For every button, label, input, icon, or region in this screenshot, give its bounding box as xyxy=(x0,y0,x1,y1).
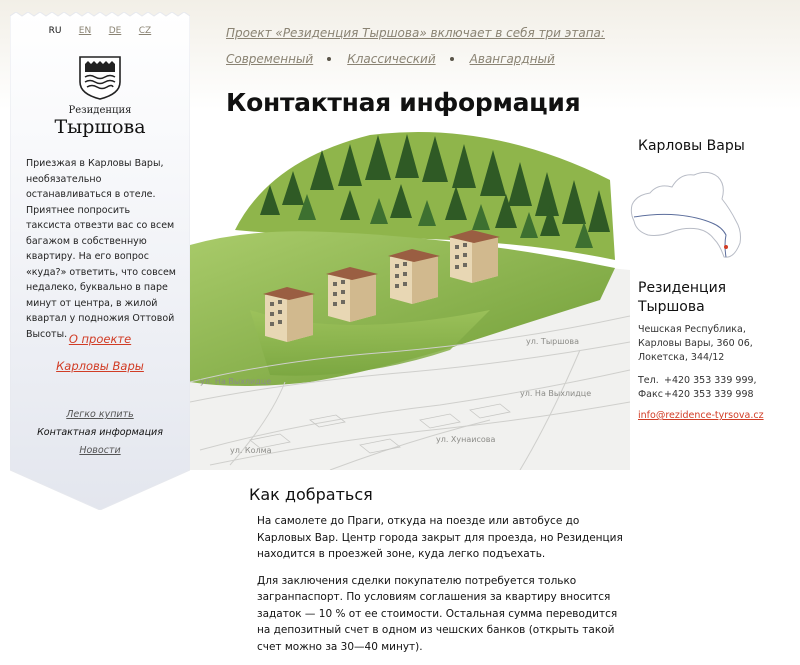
stage-link-modern[interactable]: Современный xyxy=(226,52,314,66)
address-line: Чешская Республика, xyxy=(638,324,746,335)
stage-link-classic[interactable]: Классический xyxy=(347,52,436,66)
building-3 xyxy=(388,249,440,304)
phone-label: Тел. xyxy=(638,375,659,386)
stage-link-avantgarde[interactable]: Авангардный xyxy=(469,52,555,66)
location-map xyxy=(628,165,748,265)
paragraph: На самолете до Праги, откуда на поезде или автобусе до Карловых Вар. Центр города закрыт для проезда, но Резиденция находится в проезжей зоне, куда легко подъехать. xyxy=(257,515,623,560)
fax-label: Факс xyxy=(638,389,663,400)
building-1 xyxy=(263,287,315,342)
lang-ru[interactable]: RU xyxy=(48,26,62,36)
sidebar-sub-nav xyxy=(10,409,190,463)
email-link[interactable]: info@rezidence-tyrsova.cz xyxy=(638,410,764,421)
lang-en[interactable]: EN xyxy=(78,26,92,36)
how-to-get-heading: Как добраться xyxy=(249,485,373,504)
nav-link-contacts: Контактная информация xyxy=(37,427,163,438)
nav-link-news[interactable]: Новости xyxy=(79,445,121,456)
phones xyxy=(638,374,757,402)
address-line: Карловы Вары, 360 06, xyxy=(638,338,753,349)
residence-site-illustration xyxy=(190,120,630,470)
address xyxy=(638,323,788,365)
phone-number: +420 353 339 999, xyxy=(664,375,757,386)
building-4 xyxy=(448,230,500,283)
how-to-get-text xyxy=(257,513,627,665)
nav-link-about[interactable]: О проекте xyxy=(68,332,132,346)
street-label: ул. Хунаисова xyxy=(436,435,496,444)
lang-de[interactable]: DE xyxy=(108,26,122,36)
street-label: ул. Колма xyxy=(230,446,272,455)
page-title: Контактная информация xyxy=(226,88,581,117)
lang-cz[interactable]: CZ xyxy=(138,26,152,36)
stage-separator xyxy=(450,57,454,61)
stages-nav xyxy=(226,52,555,66)
city-heading: Карловы Вары xyxy=(638,138,745,154)
logo-subtitle: Резиденция xyxy=(68,105,132,116)
logo-title[interactable]: Тыршова xyxy=(54,116,146,138)
location-marker-icon xyxy=(724,245,728,249)
stage-separator xyxy=(327,57,331,61)
sidebar xyxy=(10,12,190,510)
sidebar-intro-text: Приезжая в Карловы Вары, необязательно останавливаться в отеле. Приятнее попросить таксиста отвезти вас со всем багажом в собственную квартиру. На его вопрос «куда?» ответить, что совсем недалеко, буквально в паре минут от центра, в жилой квартал у подножия Оттовой Высоты. xyxy=(26,158,176,340)
nav-link-karlovy-vary[interactable]: Карловы Вары xyxy=(56,359,144,373)
project-description-link[interactable]: Проект «Резиденция Тыршова» включает в себя три этапа: xyxy=(226,26,605,40)
street-label: ул. На Выхлидце xyxy=(200,377,272,386)
nav-link-easy-buy[interactable]: Легко купить xyxy=(66,409,134,420)
sidebar-main-nav xyxy=(10,332,190,386)
street-label: ул. Тыршова xyxy=(526,337,580,346)
paragraph: Для заключения сделки покупателю потребуется только загранпаспорт. По условиям соглашения за квартиру вносится задаток — 10 % от ее стоимости. Остальная сумма переводится на депозитный счет в одном из чешских банков (открыть такой счет можно за 30—40 минут). xyxy=(257,574,618,653)
street-label: ул. На Выхлидце xyxy=(520,389,592,398)
logo-crest-icon[interactable] xyxy=(79,56,121,100)
language-switcher xyxy=(10,26,190,36)
address-line: Локетска, 344/12 xyxy=(638,352,725,363)
fax-number: +420 353 339 998 xyxy=(664,389,754,400)
residence-heading: Резиденция Тыршова xyxy=(638,280,727,315)
building-2 xyxy=(326,267,378,322)
